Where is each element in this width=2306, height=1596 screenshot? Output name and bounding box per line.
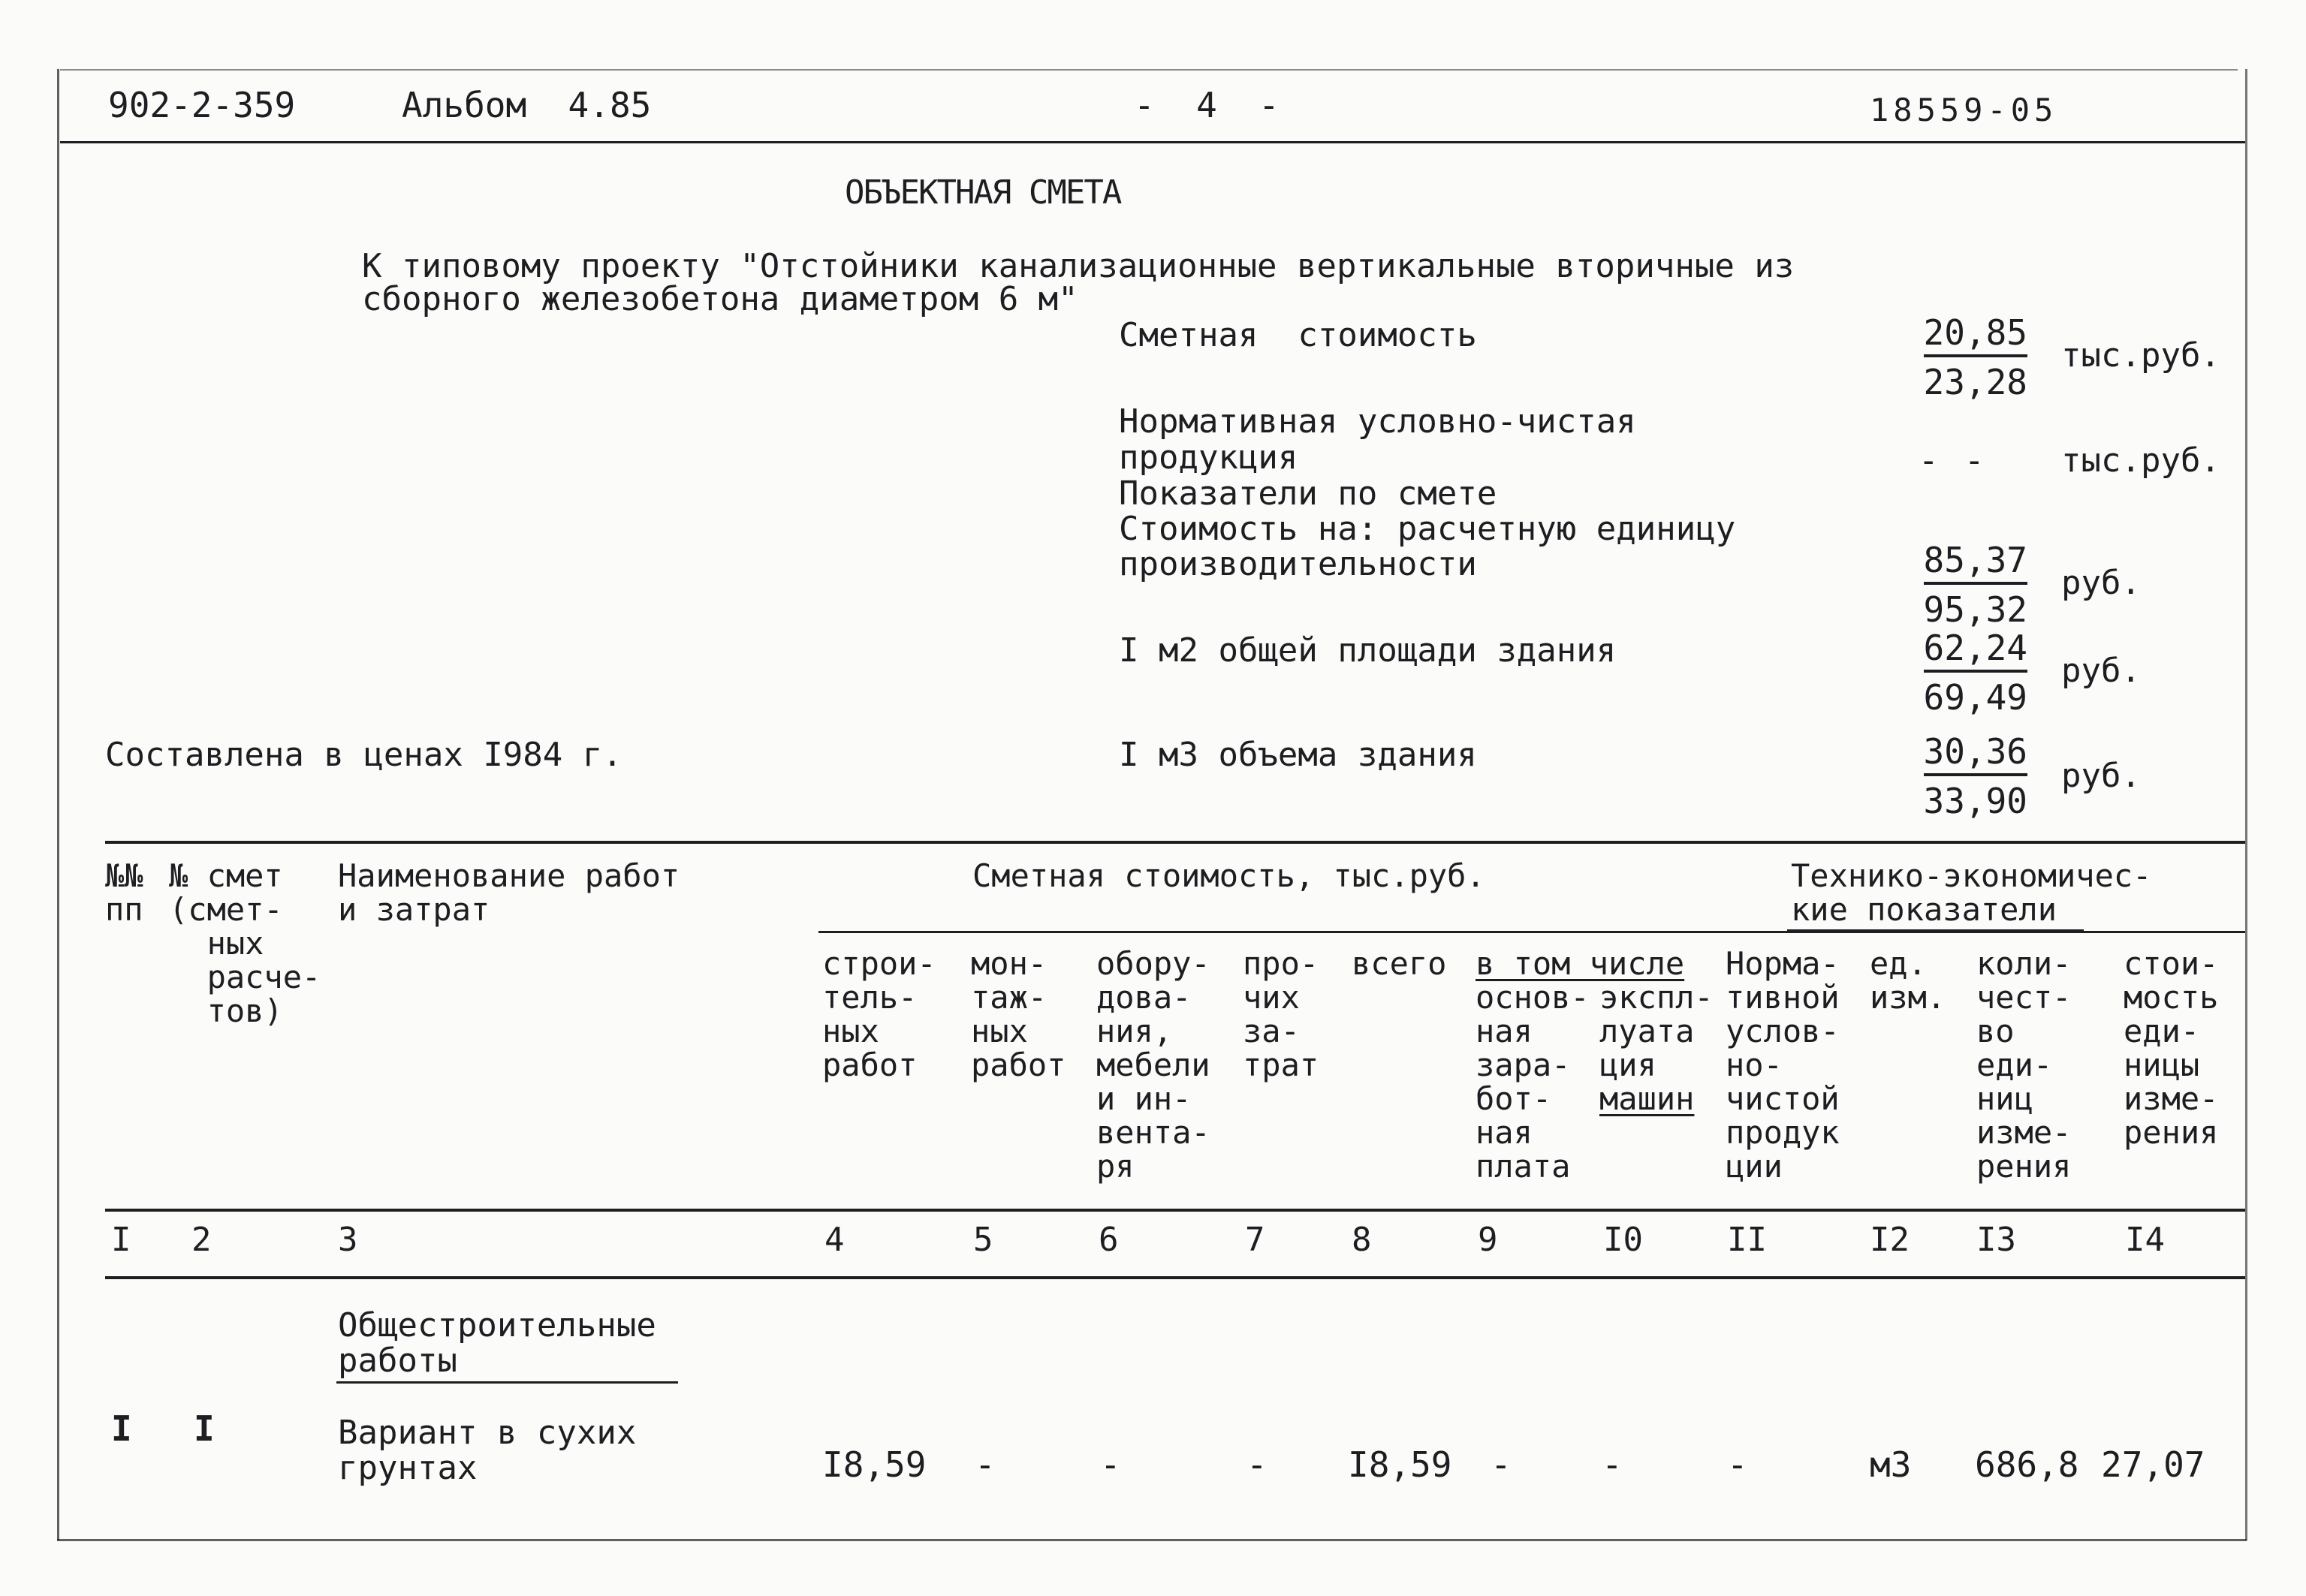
- col-group-cost: Сметная стоимость, тыс.руб.: [972, 857, 1485, 894]
- col-header-unit: ед. изм.: [1870, 945, 1946, 1016]
- col-header-equipment: обору- дова- ния, мебели и ин- вента- ря: [1096, 945, 1210, 1185]
- subheader-rule: [818, 931, 2245, 933]
- section-underline: [336, 1381, 678, 1384]
- norm-unit: тыс.руб.: [2061, 441, 2220, 480]
- col-header-machines-last: машин: [1599, 1080, 1695, 1117]
- row-machines: -: [1602, 1444, 1623, 1485]
- col-number: 3: [338, 1221, 358, 1259]
- col-number: I0: [1603, 1221, 1643, 1259]
- volume-label: I м3 объема здания: [1119, 736, 1477, 774]
- volume-fraction: [1915, 731, 2027, 821]
- col-number: 9: [1478, 1221, 1498, 1259]
- area-alt: 69,49: [1923, 677, 2027, 718]
- cost-label: Сметная стоимость: [1119, 316, 1477, 354]
- col-group-tech: Технико-экономичес- кие показатели: [1791, 857, 2152, 928]
- per-unit-label-2: производительности: [1119, 545, 1477, 583]
- col-number: 6: [1099, 1221, 1119, 1259]
- area-base: 62,24: [1924, 631, 2027, 673]
- registration-stamp: 18559-05: [1870, 92, 2058, 128]
- document-code: 902-2-359: [108, 85, 296, 125]
- norm-label-2: продукция: [1119, 438, 1298, 477]
- album-number: Альбом 4.85: [402, 85, 652, 125]
- per-unit-label-1: Стоимость на: расчетную единицу: [1119, 510, 1736, 548]
- cost-fraction: [1915, 312, 2027, 402]
- col-number: II: [1727, 1221, 1767, 1259]
- col-header-net-output: Норма- тивной услов- но- чистой продук ции: [1726, 945, 1840, 1185]
- project-line-2: сборного железобетона диаметром 6 м": [362, 280, 1078, 318]
- row-total: I8,59: [1348, 1444, 1452, 1485]
- per-unit-unit: руб.: [2061, 564, 2141, 602]
- col-header-machines: экспл- луата ция: [1599, 979, 1714, 1083]
- col-number: 4: [824, 1221, 845, 1259]
- col-header-total: всего: [1352, 945, 1447, 982]
- frame-right-line: [2245, 69, 2247, 1540]
- row-pp: I: [111, 1408, 132, 1449]
- row-net-output: -: [1727, 1444, 1748, 1485]
- numbers-top-rule: [105, 1209, 2245, 1212]
- row-quantity: 686,8: [1975, 1444, 2079, 1485]
- per-unit-fraction: [1915, 540, 2027, 630]
- cost-unit: тыс.руб.: [2061, 336, 2220, 375]
- prices-note: Составлена в ценах I984 г.: [105, 736, 622, 774]
- col-number: 5: [973, 1221, 993, 1259]
- col-number: 2: [191, 1221, 212, 1259]
- row-wages: -: [1491, 1444, 1512, 1485]
- volume-unit: руб.: [2061, 757, 2141, 795]
- header-divider: [60, 141, 2245, 143]
- col-header-unit-cost: стои- мость еди- ницы изме- рения: [2124, 945, 2219, 1151]
- volume-base: 30,36: [1924, 734, 2027, 776]
- row-estimate-no: I: [194, 1408, 215, 1449]
- col-header-including: в том числе: [1476, 945, 1685, 982]
- col-header-pp: №№ пп: [105, 857, 143, 928]
- col-number: 7: [1245, 1221, 1265, 1259]
- page-number: - 4 -: [1134, 85, 1280, 125]
- area-label: I м2 общей площади здания: [1119, 631, 1617, 670]
- col-number: 8: [1352, 1221, 1372, 1259]
- frame-top-line: [60, 69, 2238, 71]
- per-unit-alt: 95,32: [1923, 589, 2027, 630]
- col-header-installation: мон- таж- ных работ: [971, 945, 1066, 1083]
- col-number: I3: [1976, 1221, 2016, 1259]
- cost-base: 20,85: [1924, 315, 2027, 357]
- indicators-label: Показатели по смете: [1119, 474, 1497, 513]
- row-name: Вариант в сухих грунтах: [338, 1414, 637, 1488]
- section-heading: Общестроительные работы: [338, 1306, 656, 1381]
- col-header-other: про- чих за- трат: [1243, 945, 1319, 1083]
- row-unit: м3: [1870, 1444, 1912, 1485]
- col-header-construction: строи- тель- ных работ: [822, 945, 936, 1083]
- col-header-estimate-no: № смет (смет- ных расче- тов): [169, 857, 321, 1029]
- row-unit-cost: 27,07: [2101, 1444, 2205, 1485]
- row-equipment: -: [1100, 1444, 1121, 1485]
- area-fraction: [1915, 628, 2027, 718]
- col-number: I: [111, 1221, 131, 1259]
- per-unit-base: 85,37: [1924, 543, 2027, 585]
- norm-label-1: Нормативная условно-чистая: [1119, 402, 1636, 441]
- table-top-rule: [105, 841, 2245, 844]
- frame-left-line: [57, 69, 59, 1540]
- area-unit: руб.: [2061, 652, 2141, 690]
- volume-alt: 33,90: [1923, 781, 2027, 821]
- col-number: I2: [1870, 1221, 1910, 1259]
- frame-bottom-line: [57, 1539, 2247, 1541]
- project-line-1: К типовому проекту "Отстойники канализационные вертикальные вторичные из: [362, 247, 1795, 285]
- norm-value: - -: [1919, 441, 1988, 480]
- numbers-bottom-rule: [105, 1276, 2245, 1279]
- row-other: -: [1246, 1444, 1268, 1485]
- document-title: ОБЪЕКТНАЯ СМЕТА: [845, 173, 1121, 212]
- col-header-name: Наименование работ и затрат: [338, 857, 680, 928]
- col-header-wages: основ- ная зара- бот- ная плата: [1476, 979, 1590, 1185]
- row-construction: I8,59: [822, 1444, 927, 1485]
- col-number: I4: [2125, 1221, 2165, 1259]
- cost-alt: 23,28: [1923, 362, 2027, 402]
- col-header-quantity: коли- чест- во еди- ниц изме- рения: [1976, 945, 2072, 1185]
- row-installation: -: [975, 1444, 996, 1485]
